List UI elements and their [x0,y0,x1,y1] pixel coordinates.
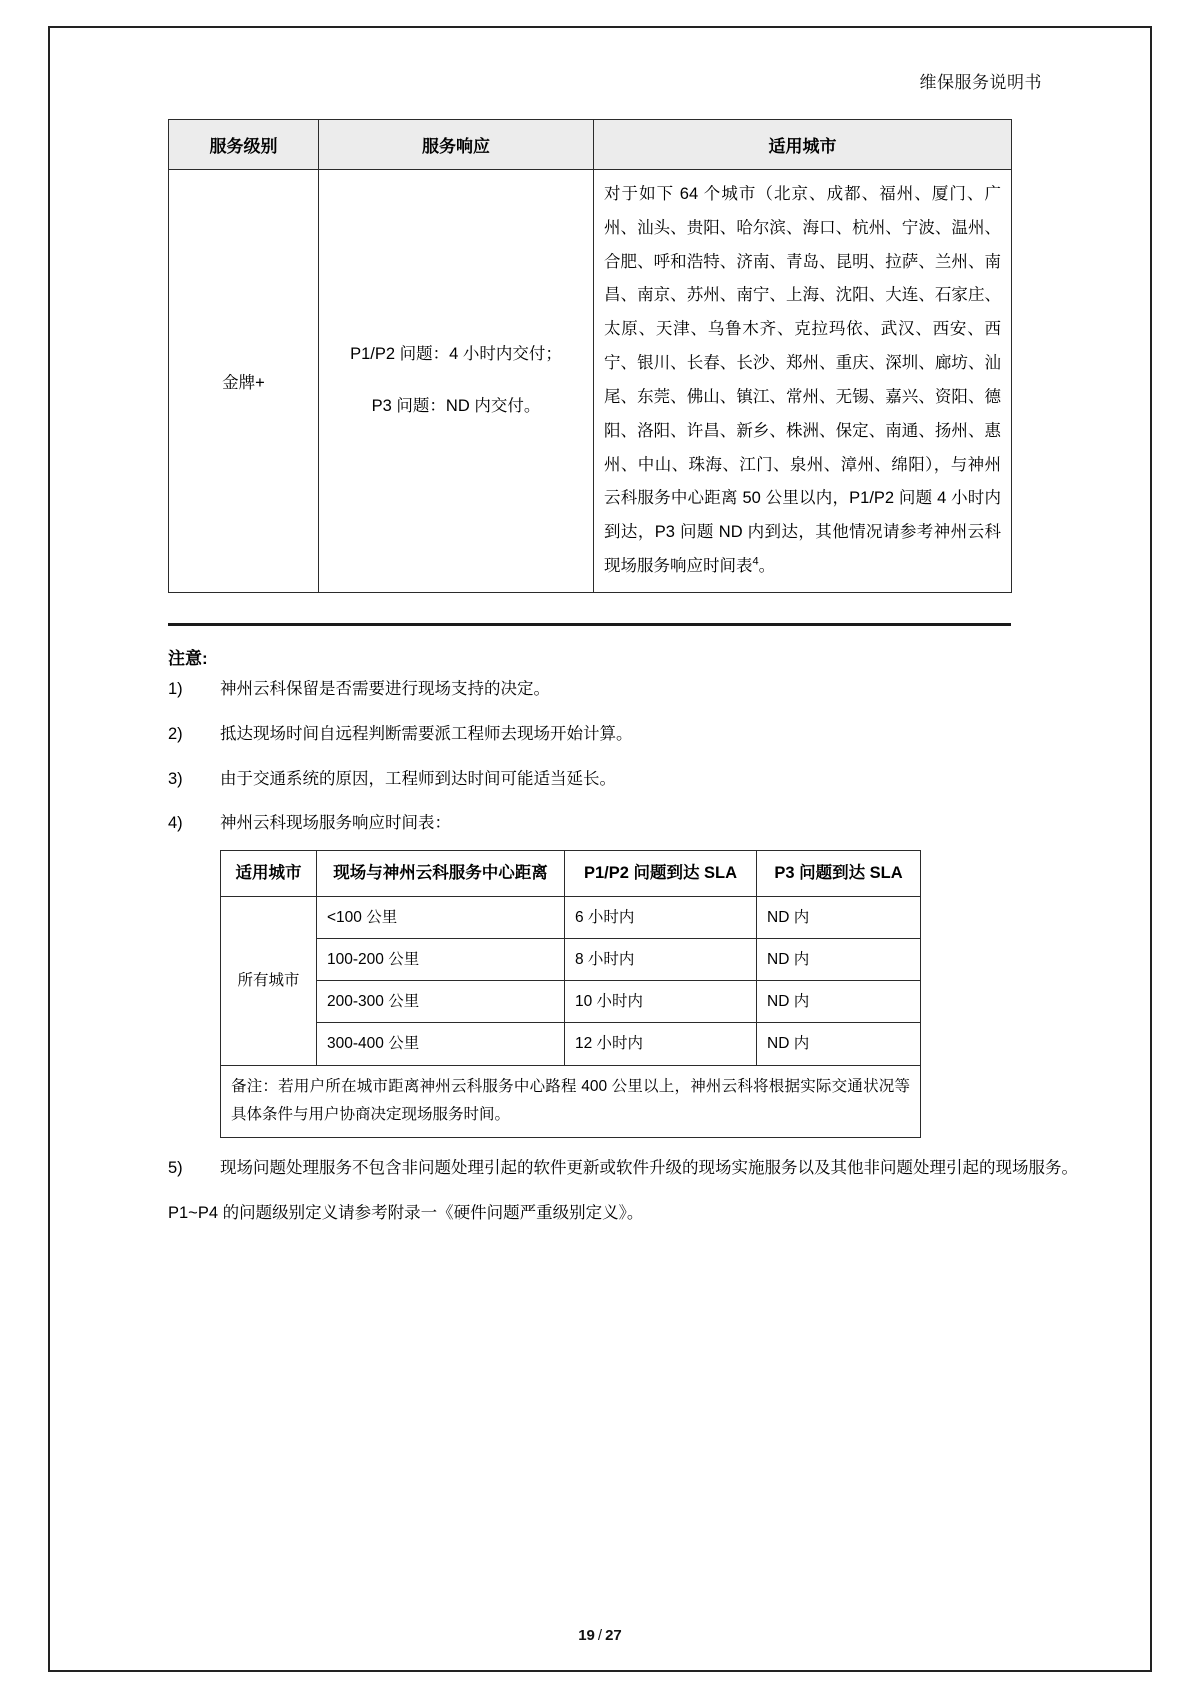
table-row [221,981,921,1023]
list-item [168,1154,1094,1183]
list-item-text: 神州云科现场服务响应时间表： [220,814,451,833]
cell-distance: 100-200 公里 [317,939,565,981]
column-header-p3-sla: P3 问题到达 SLA [757,851,921,897]
response-line-p1p2: P1/P2 问题：4 小时内交付； [350,345,562,364]
list-item [168,765,1094,794]
column-header-p1p2-sla: P1/P2 问题到达 SLA [565,851,757,897]
table-header-row [169,120,1012,170]
list-item-text: 由于交通系统的原因，工程师到达时间可能适当延长。 [220,769,616,788]
table-row [169,170,1012,593]
column-header-distance: 现场与神州云科服务中心距离 [317,851,565,897]
list-item-number: 1) [168,679,183,698]
list-item-text: 抵达现场时间自远程判断需要派工程师去现场开始计算。 [220,724,633,743]
cell-p1p2-sla: 6 小时内 [565,897,757,939]
response-line-p3: P3 问题：ND 内交付。 [371,396,541,415]
list-item-number: 4) [168,814,183,833]
cell-p1p2-sla: 12 小时内 [565,1023,757,1065]
table-row [221,897,921,939]
cell-p3-sla: ND 内 [757,897,921,939]
cell-applicable-cities [594,170,1012,593]
list-item-number: 2) [168,724,183,743]
column-header-service-response: 服务响应 [319,120,594,170]
table-header-row [221,851,921,897]
page-content [48,26,1152,1672]
cell-p1p2-sla: 10 小时内 [565,981,757,1023]
cell-distance: 300-400 公里 [317,1023,565,1065]
cell-distance: <100 公里 [317,897,565,939]
total-page-number: 27 [605,1627,622,1644]
current-page-number: 19 [578,1627,595,1644]
document-header: 维保服务说明书 [919,73,1042,92]
cell-p3-sla: ND 内 [757,939,921,981]
section-divider [168,623,1011,626]
column-header-applicable-cities: 适用城市 [221,851,317,897]
cities-text: 对于如下 64 个城市（北京、成都、福州、厦门、广州、汕头、贵阳、哈尔滨、海口、杭州、宁波、温州、合肥、呼和浩特、济南、青岛、昆明、拉萨、兰州、南昌、南京、苏州、南宁、上海、沈阳、大连、石家庄、太原、天津、乌鲁木齐、克拉玛依、武汉、西安、西宁、银川、长春、长沙、郑州、重庆、深圳、廊坊、汕尾、东莞、佛山、镇江、常州、无锡、嘉兴、资阳、德阳、洛阳、许昌、新乡、株洲、保定、南通、扬州、惠州、中山、珠海、江门、泉州、漳州、绵阳），与神州云科服务中心距离 50 公里以内，P1/P2 问题 4 小时内到达，P3 问题 ND 内到达，其他情况请参考神州云科现场服务响应时间表 [604,185,1001,575]
list-item-number: 5) [168,1158,183,1177]
cell-p3-sla: ND 内 [757,981,921,1023]
column-header-applicable-cities: 适用城市 [594,120,1012,170]
cell-distance: 200-300 公里 [317,981,565,1023]
notes-title: 注意: [168,648,208,668]
footnote-marker: 4 [752,555,759,568]
cell-remark: 备注：若用户所在城市距离神州云科服务中心路程 400 公里以上，神州云科将根据实际交通状况等具体条件与用户协商决定现场服务时间。 [221,1065,921,1137]
list-item-number: 3) [168,769,183,788]
cell-all-cities: 所有城市 [221,897,317,1066]
list-item-text: 现场问题处理服务不包含非问题处理引起的软件更新或软件升级的现场实施服务以及其他非问题处理引起的现场服务。 [220,1158,1078,1177]
onsite-response-time-table [220,850,921,1138]
table-row-remark [221,1065,921,1137]
list-item [168,809,1094,1137]
cell-service-level: 金牌+ [169,170,319,593]
cell-p1p2-sla: 8 小时内 [565,939,757,981]
list-item [168,675,1094,704]
list-item-text: 神州云科保留是否需要进行现场支持的决定。 [220,679,550,698]
cell-p3-sla: ND 内 [757,1023,921,1065]
column-header-service-level: 服务级别 [169,120,319,170]
notes-list [106,675,1094,1183]
service-level-table [168,119,1012,593]
page-footer [0,1627,1200,1644]
page-separator: / [597,1627,603,1644]
cities-text-tail: 。 [758,556,776,575]
list-item [168,720,1094,749]
closing-paragraph: P1~P4 的问题级别定义请参考附录一《硬件问题严重级别定义》。 [168,1203,644,1222]
table-row [221,1023,921,1065]
cell-service-response [319,170,594,593]
table-row [221,939,921,981]
